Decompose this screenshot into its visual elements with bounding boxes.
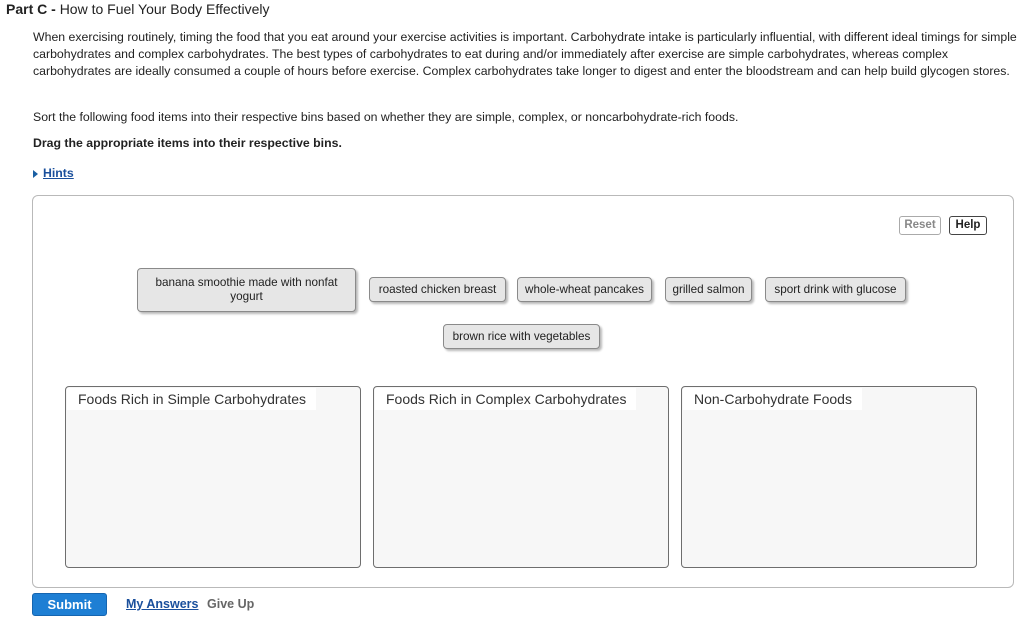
hints-link[interactable]: Hints: [43, 166, 74, 180]
help-button[interactable]: Help: [949, 216, 987, 235]
bin-non-carbohydrate-foods[interactable]: [681, 386, 977, 568]
draggable-item-whole-wheat-pancakes[interactable]: whole-wheat pancakes: [517, 277, 652, 302]
bin-simple-carbohydrates[interactable]: [65, 386, 361, 568]
draggable-item-grilled-salmon[interactable]: grilled salmon: [665, 277, 752, 302]
bin-label: Non-Carbohydrate Foods: [683, 388, 862, 410]
part-title: [6, 1, 270, 17]
give-up-link[interactable]: Give Up: [207, 597, 255, 611]
bin-label: Foods Rich in Complex Carbohydrates: [375, 388, 636, 410]
drag-instruction: Drag the appropriate items into their respective bins.: [33, 136, 342, 150]
my-answers-link[interactable]: My Answers: [126, 597, 199, 611]
part-separator: -: [47, 1, 60, 17]
draggable-item-brown-rice[interactable]: brown rice with vegetables: [443, 324, 600, 349]
reset-button[interactable]: Reset: [899, 216, 941, 235]
hints-toggle[interactable]: [33, 165, 74, 182]
draggable-item-banana-smoothie[interactable]: banana smoothie made with nonfat yogurt: [137, 268, 356, 312]
sort-instruction: Sort the following food items into their respective bins based on whether they are simple, complex, or noncarbohydrate-rich foods.: [33, 110, 739, 124]
draggable-item-roasted-chicken[interactable]: roasted chicken breast: [369, 277, 506, 302]
draggable-item-sport-drink[interactable]: sport drink with glucose: [765, 277, 906, 302]
bin-complex-carbohydrates[interactable]: [373, 386, 669, 568]
bin-label: Foods Rich in Simple Carbohydrates: [67, 388, 316, 410]
triangle-right-icon: [33, 170, 38, 178]
submit-button[interactable]: Submit: [32, 593, 107, 616]
part-label: Part C: [6, 1, 48, 17]
intro-paragraph: When exercising routinely, timing the food that you eat around your exercise activities is important. Carbohydrate intake is particularly influential, with different ideal timings for simple carbohydrates and complex carbohydrates. The best types of carbohydrates to eat during and/or immediately after exercise are simple carbohydrates, whereas complex carbohydrates are ideally consumed a couple of hours before exercise. Complex carbohydrates take longer to digest and enter the bloodstream and can help build glycogen stores.: [33, 30, 1017, 78]
sorting-workspace: [32, 195, 1014, 588]
part-heading: How to Fuel Your Body Effectively: [59, 1, 270, 17]
